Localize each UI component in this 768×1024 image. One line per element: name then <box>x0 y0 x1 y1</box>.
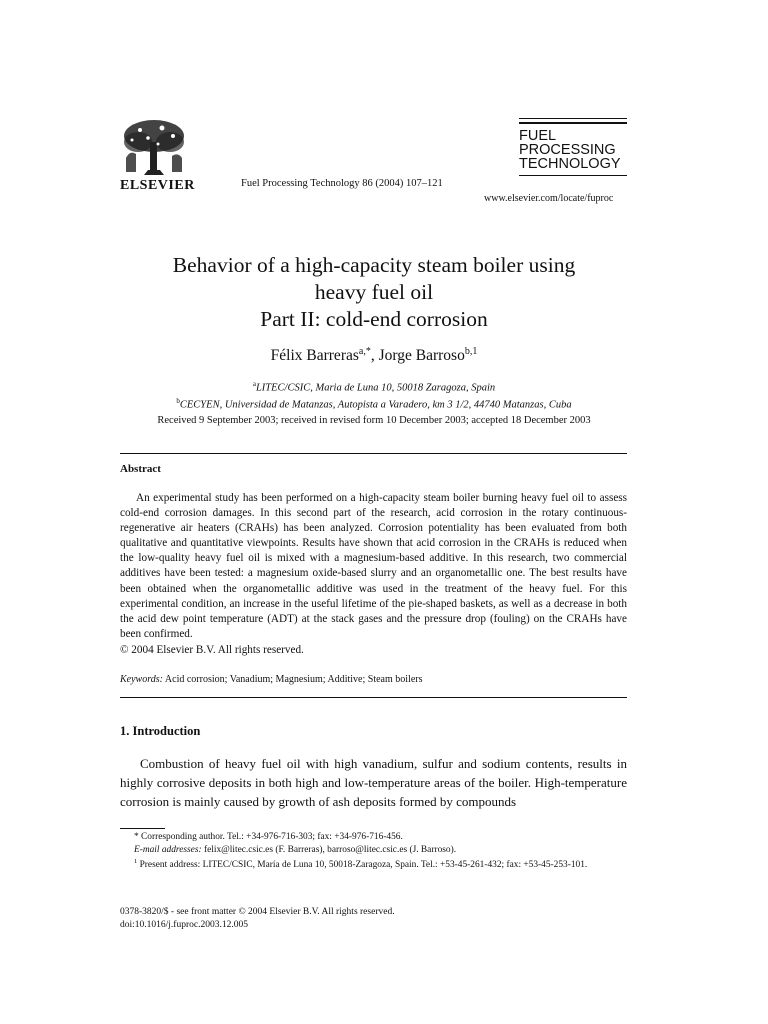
abstract-text: An experimental study has been performed on a high-capacity steam boiler burning heavy fuel oil to assess cold-end corrosion damages. In this second part of the research, acid corrosion in the rotary continuous-regenerative air heaters (CRAHs) has been analyzed. Corrosion potentiality has been evaluated from both qualitative and quantitative viewpoints. Results have shown that acid corrosion in the CRAHs is reduced when the low-quality heavy fuel oil is mixed with a magnesium-based additive. In this research, two commercial additives have been tested: a magnesium oxide-based slurry and an organometallic one. The best results have been obtained when the organometallic additive was used in the treatment of the heavy fuel. For this experimental condition, an increase in the useful lifetime of the pie-shaped baskets, as well as a decrease in both the acid dew point temperature (ADT) at the stack gases and the pressure drop (fouling) on the CRAHs have been confirmed. <box>120 492 627 640</box>
received-dates: Received 9 September 2003; received in revised form 10 December 2003; accepted 18 December 2003 <box>157 415 591 426</box>
journal-top-rule <box>519 118 627 119</box>
affiliation-mark: b <box>176 396 180 405</box>
front-matter-info <box>120 906 395 931</box>
author-name: Félix Barreras <box>270 347 359 365</box>
keywords <box>120 674 422 685</box>
journal-name-line: PROCESSING <box>519 141 616 158</box>
email-label: E-mail addresses: <box>134 844 202 855</box>
section-heading: 1. Introduction <box>120 724 201 738</box>
abstract-heading: Abstract <box>120 463 161 475</box>
affiliation <box>100 378 648 395</box>
email-text[interactable]: felix@litec.csic.es (F. Barreras), barroso@litec.csic.es (J. Barroso). <box>203 844 457 855</box>
affiliation-text: CECYEN, Universidad de Matanzas, Autopista a Varadero, km 3 1/2, 44740 Matanzas, Cuba <box>179 399 572 410</box>
issn-line: 0378-3820/$ - see front matter © 2004 Elsevier B.V. All rights reserved. <box>120 907 395 917</box>
author-name: Jorge Barroso <box>378 347 465 365</box>
footnote-mark: 1 <box>134 858 138 865</box>
affiliation-mark: a <box>252 380 256 388</box>
author-list <box>100 346 648 365</box>
author-separator: , <box>370 347 379 365</box>
author-affiliation-mark: b,1 <box>464 346 478 357</box>
keywords-text: Acid corrosion; Vanadium; Magnesium; Additive; Steam boilers <box>164 674 423 685</box>
journal-title-box <box>519 118 627 176</box>
journal-top-rule-2 <box>519 122 627 123</box>
title-line: Part II: cold-end corrosion <box>260 307 488 331</box>
title-line: Behavior of a high-capacity steam boiler using <box>172 253 576 277</box>
publisher-name: ELSEVIER <box>120 178 195 193</box>
footnotes <box>120 831 627 872</box>
author-affiliation-mark: a,* <box>358 346 371 357</box>
footnote-present-address <box>120 856 627 872</box>
footnote-rule <box>120 828 165 829</box>
affiliation-text: LITEC/CSIC, Maria de Luna 10, 50018 Zaragoza, Spain <box>255 382 496 394</box>
abstract-top-rule <box>120 453 627 454</box>
journal-name-line: TECHNOLOGY <box>519 155 621 172</box>
abstract-body <box>120 491 627 642</box>
abstract-copyright: © 2004 Elsevier B.V. All rights reserved. <box>120 644 304 656</box>
doi-line[interactable]: doi:10.1016/j.fuproc.2003.12.005 <box>120 919 248 930</box>
journal-bottom-rule <box>519 175 627 176</box>
journal-name <box>519 129 627 171</box>
journal-name-line: FUEL <box>519 127 557 144</box>
affiliations <box>100 378 648 411</box>
intro-paragraph: Combustion of heavy fuel oil with high vanadium, sulfur and sodium contents, results in highly corrosive deposits in both high and low-temperature areas of the boiler. High-temperature corrosion is mainly caused by growth of ash deposits formed by compounds <box>120 756 627 809</box>
affiliation <box>100 395 648 412</box>
footnote-text: Present address: LITEC/CSIC, María de Luna 10, 50018-Zaragoza, Spain. Tel.: +53-45-261-432; fax: +53-45-253-101. <box>139 860 588 871</box>
elsevier-tree-logo <box>118 118 190 176</box>
keywords-label: Keywords: <box>120 674 163 685</box>
section-body <box>120 755 627 811</box>
journal-url[interactable]: www.elsevier.com/locate/fuproc <box>484 193 614 204</box>
abstract-bottom-rule <box>120 697 627 698</box>
footnote-corresponding: * Corresponding author. Tel.: +34-976-716-303; fax: +34-976-716-456. <box>134 832 403 842</box>
paper-title <box>100 252 648 333</box>
journal-citation: Fuel Processing Technology 86 (2004) 107–121 <box>241 178 443 189</box>
title-line: heavy fuel oil <box>314 280 434 304</box>
footnote-email <box>120 844 627 857</box>
